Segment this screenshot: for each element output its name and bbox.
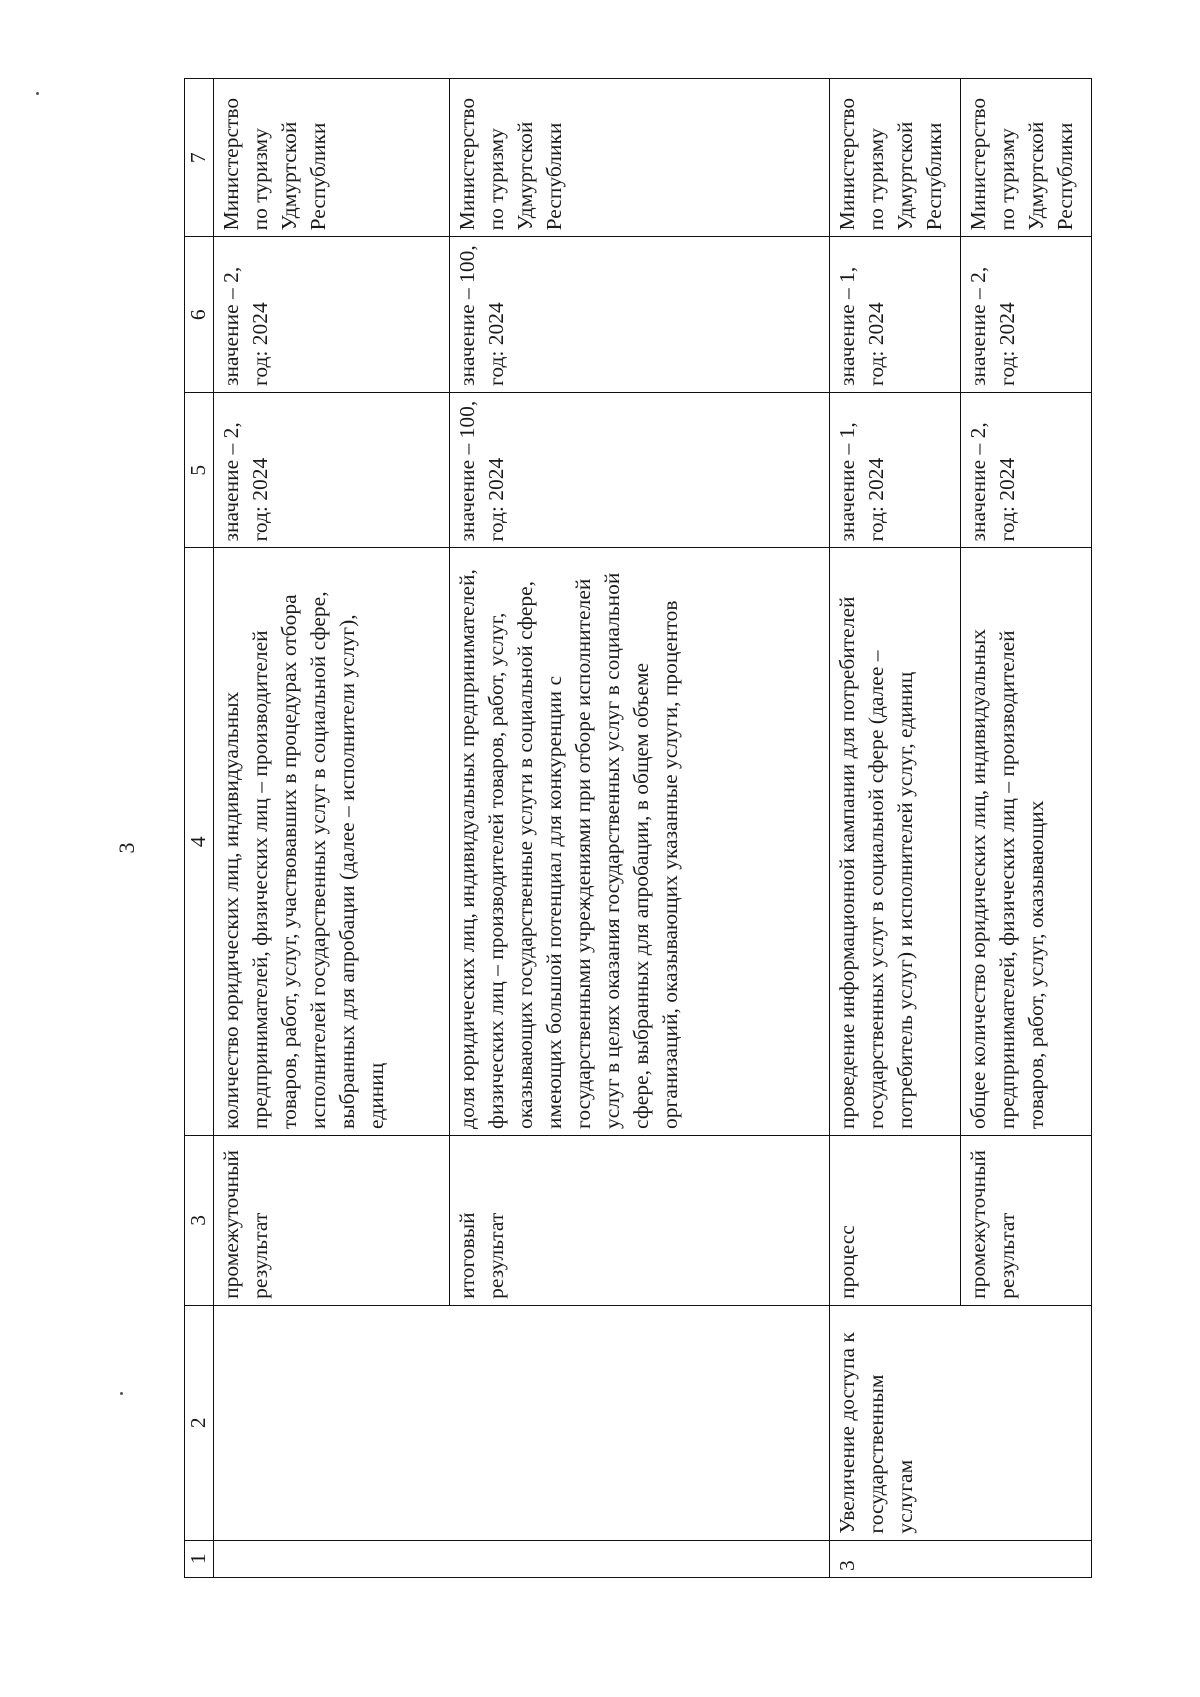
header-cell: 7 xyxy=(185,79,214,237)
type-cell: процесс xyxy=(829,1135,960,1305)
target-value-cell: значение – 2, год: 2024 xyxy=(960,237,1091,393)
row-number-cell xyxy=(960,1540,1091,1577)
table-row xyxy=(213,79,450,1578)
table-header-row xyxy=(185,79,214,1578)
header-cell: 6 xyxy=(185,237,214,393)
responsible-cell: Министерство по туризму Удмуртской Республики xyxy=(829,79,960,237)
task-cell xyxy=(450,1305,829,1540)
scan-speck xyxy=(120,1392,123,1395)
results-table xyxy=(184,78,1092,1578)
header-cell: 5 xyxy=(185,392,214,548)
responsible-cell: Министерство по туризму Удмуртской Республики xyxy=(960,79,1091,237)
page-number: 3 xyxy=(114,842,139,854)
task-cell xyxy=(960,1305,1091,1540)
header-cell: 2 xyxy=(185,1305,214,1540)
base-value-cell: значение – 100, год: 2024 xyxy=(450,392,829,548)
responsible-cell: Министерство по туризму Удмуртской Республики xyxy=(450,79,829,237)
header-cell: 3 xyxy=(185,1135,214,1305)
indicator-cell: проведение информационной кампании для потребителей государственных услуг в социальной сфере (далее – потребитель услуг) и исполнителей услуг, единиц xyxy=(829,548,960,1136)
type-cell: итоговый результат xyxy=(450,1135,829,1305)
header-cell: 4 xyxy=(185,548,214,1136)
row-number-cell xyxy=(450,1540,829,1577)
type-cell: промежуточный результат xyxy=(213,1135,450,1305)
header-cell: 1 xyxy=(185,1540,214,1577)
scan-speck xyxy=(36,92,39,95)
target-value-cell: значение – 2, год: 2024 xyxy=(213,237,450,393)
base-value-cell: значение – 2, год: 2024 xyxy=(213,392,450,548)
indicator-cell: доля юридических лиц, индивидуальных предпринимателей, физических лиц – производителей товаров, работ, услуг, оказывающих государственные услуги в социальной сфере, имеющих большой потенциал для конкуренции с государственными учреждениями при отборе исполнителей услуг в целях оказания государственных услуг в социальной сфере, выбранных для апробации, в общем объеме организаций, оказывающих указанные услуги, процентов xyxy=(450,548,829,1136)
responsible-cell: Министерство по туризму Удмуртской Республики xyxy=(213,79,450,237)
target-value-cell: значение – 100, год: 2024 xyxy=(450,237,829,393)
base-value-cell: значение – 2, год: 2024 xyxy=(960,392,1091,548)
row-number-cell: 3 xyxy=(829,1540,960,1577)
indicator-cell: общее количество юридических лиц, индивидуальных предпринимателей, физических лиц – производителей товаров, работ, услуг, оказывающих xyxy=(960,548,1091,1136)
table-row xyxy=(829,79,960,1578)
base-value-cell: значение – 1, год: 2024 xyxy=(829,392,960,548)
target-value-cell: значение – 1, год: 2024 xyxy=(829,237,960,393)
task-cell xyxy=(213,1305,450,1540)
type-cell: промежуточный результат xyxy=(960,1135,1091,1305)
table-container xyxy=(184,78,1092,1578)
table-row xyxy=(960,79,1091,1578)
table-row xyxy=(450,79,829,1578)
task-cell: Увеличение доступа к государственным услугам xyxy=(829,1305,960,1540)
indicator-cell: количество юридических лиц, индивидуальных предпринимателей, физических лиц – производителей товаров, работ, услуг, участвовавших в процедурах отбора исполнителей государственных услуг в социальной сфере, выбранных для апробации (далее – исполнители услуг), единиц xyxy=(213,548,450,1136)
row-number-cell xyxy=(213,1540,450,1577)
